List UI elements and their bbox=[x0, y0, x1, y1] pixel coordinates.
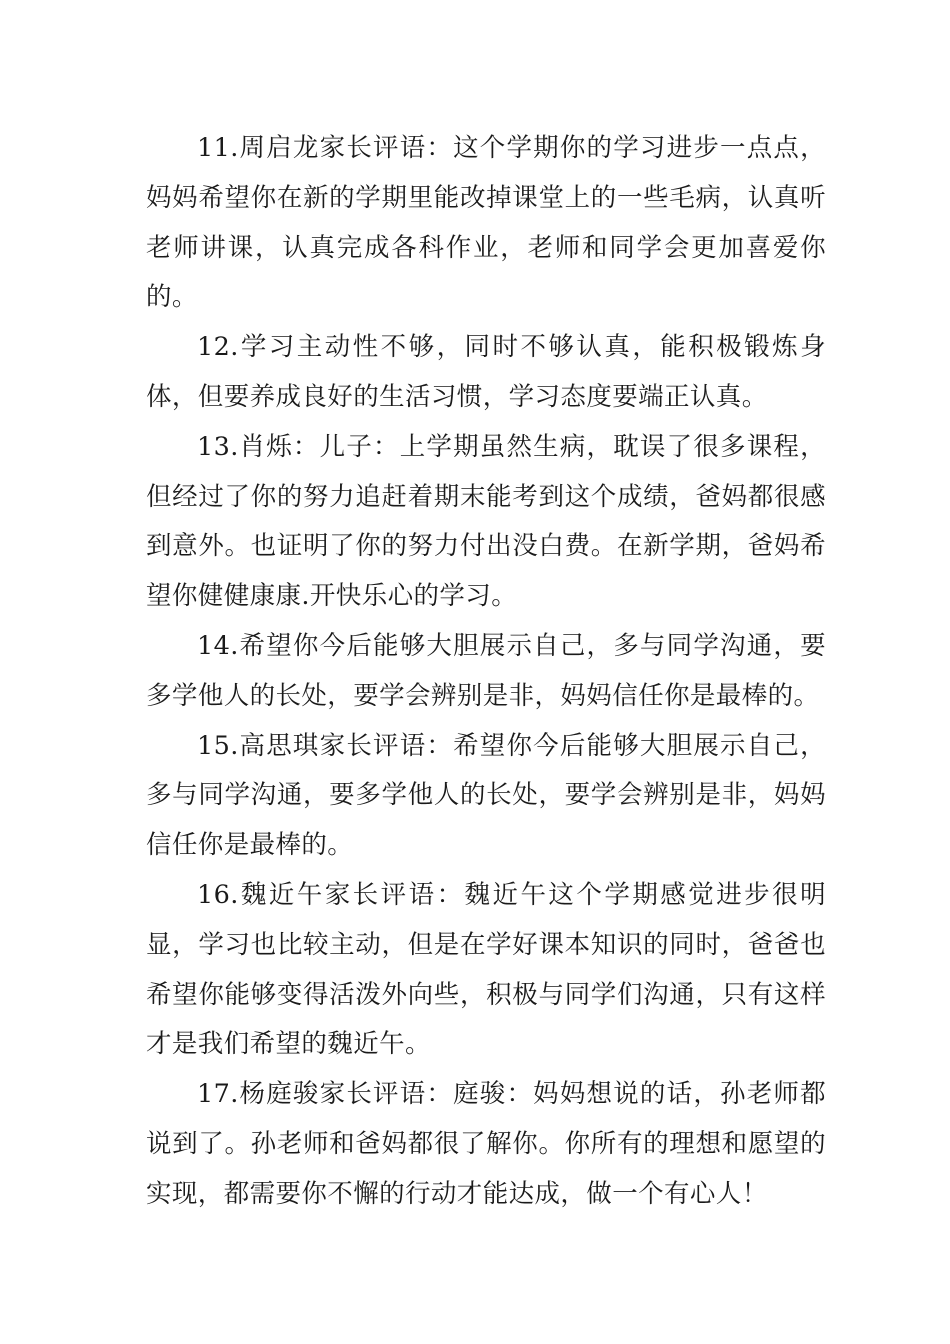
paragraph-13: 13.肖烁：儿子：上学期虽然生病，耽误了很多课程，但经过了你的努力追赶着期末能考到这个成绩，爸妈都很感到意外。也证明了你的努力付出没白费。在新学期，爸妈希望你健健康康.开快乐心的学习。 bbox=[146, 431, 826, 612]
paragraph-16: 16.魏近午家长评语：魏近午这个学期感觉进步很明显，学习也比较主动，但是在学好课本知识的同时，爸爸也希望你能够变得活泼外向些，积极与同学们沟通，只有这样才是我们希望的魏近午。 bbox=[146, 879, 826, 1060]
paragraph-15: 15.高思琪家长评语：希望你今后能够大胆展示自己，多与同学沟通，要多学他人的长处，要学会辨别是非，妈妈信任你是最棒的。 bbox=[146, 730, 826, 861]
paragraph-17: 17.杨庭骏家长评语：庭骏：妈妈想说的话，孙老师都说到了。孙老师和爸妈都很了解你。你所有的理想和愿望的实现，都需要你不懈的行动才能达成，做一个有心人！ bbox=[146, 1079, 826, 1209]
document-body bbox=[146, 124, 826, 1220]
paragraph-14: 14.希望你今后能够大胆展示自己，多与同学沟通，要多学他人的长处，要学会辨别是非，妈妈信任你是最棒的。 bbox=[146, 630, 826, 711]
paragraph-11: 11.周启龙家长评语：这个学期你的学习进步一点点，妈妈希望你在新的学期里能改掉课堂上的一些毛病，认真听老师讲课，认真完成各科作业，老师和同学会更加喜爱你的。 bbox=[146, 133, 826, 313]
paragraph-12: 12.学习主动性不够，同时不够认真，能积极锻炼身体，但要养成良好的生活习惯，学习态度要端正认真。 bbox=[146, 332, 826, 412]
